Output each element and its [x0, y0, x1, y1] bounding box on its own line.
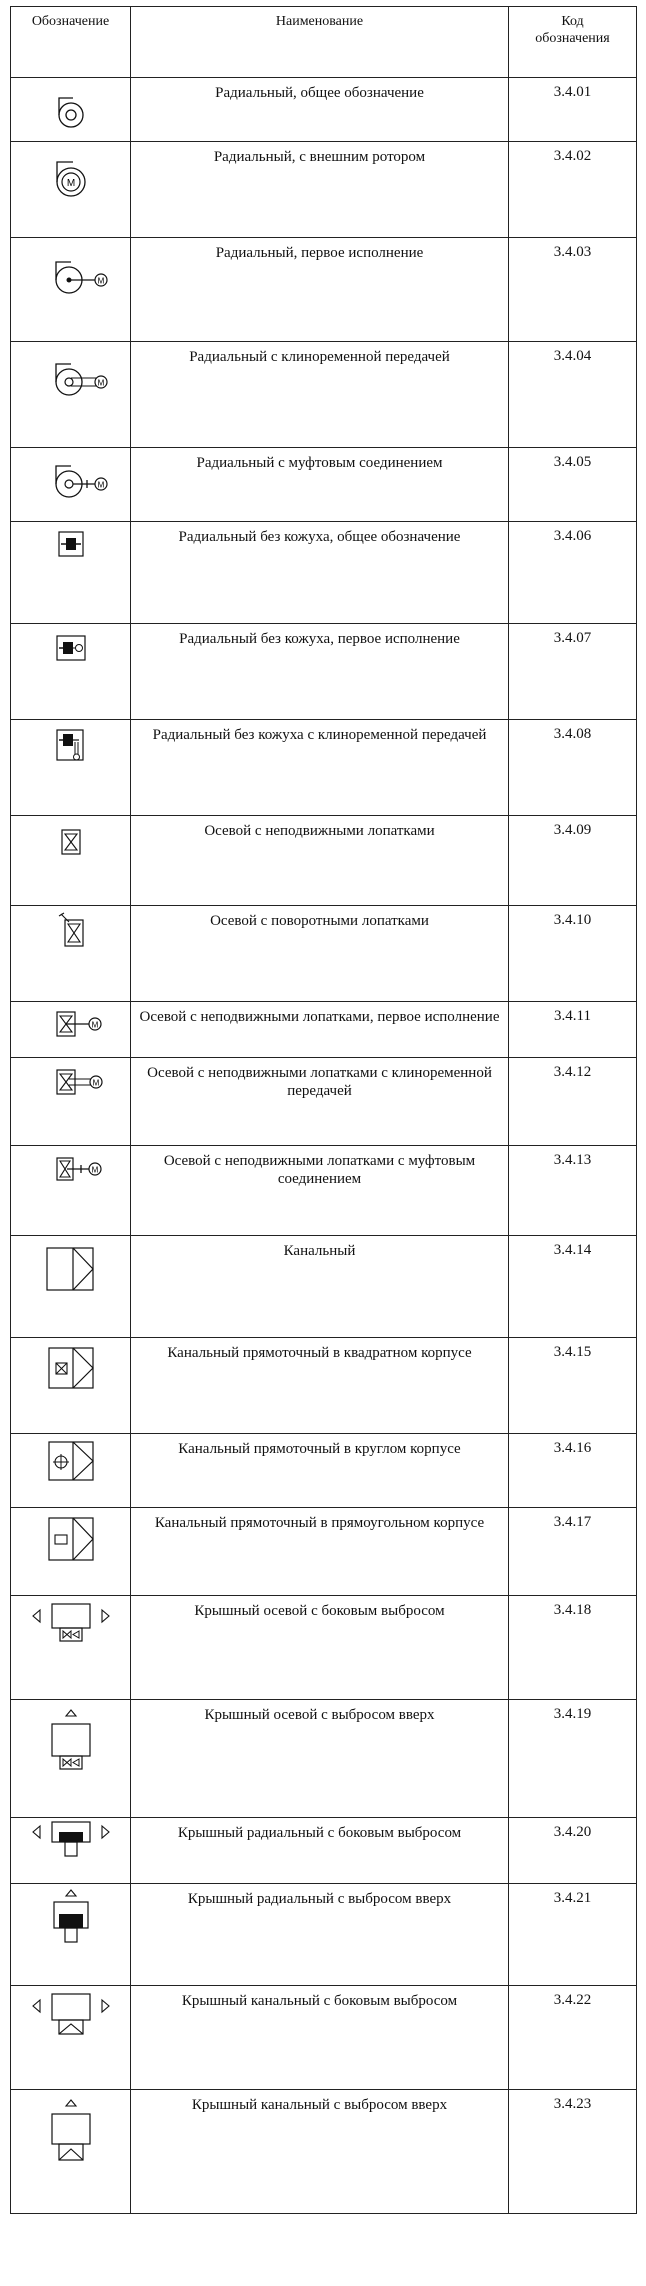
row-code: 3.4.16 — [509, 1434, 637, 1508]
motor-mark: М — [91, 1165, 99, 1175]
row-code: 3.4.06 — [509, 522, 637, 624]
roof-radial-up-icon — [11, 1884, 131, 1986]
row-code: 3.4.03 — [509, 238, 637, 342]
table-row — [11, 720, 637, 816]
table-row — [11, 1002, 637, 1058]
table-row — [11, 78, 637, 142]
motor-mark: М — [97, 276, 105, 286]
row-name: Радиальный без кожуха, первое исполнение — [131, 624, 509, 720]
motor-mark: М — [97, 378, 105, 388]
row-code: 3.4.05 — [509, 448, 637, 522]
row-name: Радиальный без кожуха с клиноременной передачей — [131, 720, 509, 816]
table-row — [11, 1236, 637, 1338]
duct-fan-square-icon — [11, 1338, 131, 1434]
table-row — [11, 1700, 637, 1818]
row-code: 3.4.19 — [509, 1700, 637, 1818]
row-name: Радиальный с клиноременной передачей — [131, 342, 509, 448]
row-code: 3.4.10 — [509, 906, 637, 1002]
radial-fan-no-casing-first-icon — [11, 624, 131, 720]
row-name: Радиальный без кожуха, общее обозначение — [131, 522, 509, 624]
duct-fan-icon — [11, 1236, 131, 1338]
row-code: 3.4.01 — [509, 78, 637, 142]
radial-fan-general-icon — [11, 78, 131, 142]
row-code: 3.4.17 — [509, 1508, 637, 1596]
motor-mark: М — [66, 178, 76, 189]
row-code: 3.4.23 — [509, 2090, 637, 2214]
table-row — [11, 1884, 637, 1986]
axial-fan-fixed-belt-icon — [11, 1058, 131, 1146]
table-header-row — [11, 7, 637, 78]
row-name: Крышный радиальный с выбросом вверх — [131, 1884, 509, 1986]
table-row — [11, 906, 637, 1002]
row-name: Радиальный, общее обозначение — [131, 78, 509, 142]
row-name: Крышный осевой с боковым выбросом — [131, 1596, 509, 1700]
row-name: Крышный канальный с выбросом вверх — [131, 2090, 509, 2214]
table-row — [11, 1338, 637, 1434]
symbols-table — [10, 6, 637, 2214]
table-row — [11, 816, 637, 906]
row-code: 3.4.04 — [509, 342, 637, 448]
roof-axial-up-icon — [11, 1700, 131, 1818]
row-code: 3.4.08 — [509, 720, 637, 816]
row-name: Радиальный, с внешним ротором — [131, 142, 509, 238]
roof-axial-side-icon — [11, 1596, 131, 1700]
table-row — [11, 1508, 637, 1596]
radial-fan-coupling-icon — [11, 448, 131, 522]
axial-fan-fixed-blades-icon — [11, 816, 131, 906]
row-code: 3.4.14 — [509, 1236, 637, 1338]
radial-fan-no-casing-belt-icon — [11, 720, 131, 816]
axial-fan-fixed-first-icon — [11, 1002, 131, 1058]
row-code: 3.4.09 — [509, 816, 637, 906]
roof-duct-side-icon — [11, 1986, 131, 2090]
duct-fan-rectangular-icon — [11, 1508, 131, 1596]
row-code: 3.4.11 — [509, 1002, 637, 1058]
row-code: 3.4.02 — [509, 142, 637, 238]
axial-fan-rotary-blades-icon — [11, 906, 131, 1002]
table-row — [11, 1818, 637, 1884]
row-name: Крышный канальный с боковым выбросом — [131, 1986, 509, 2090]
row-name: Крышный осевой с выбросом вверх — [131, 1700, 509, 1818]
row-name: Канальный прямоточный в круглом корпусе — [131, 1434, 509, 1508]
row-code: 3.4.21 — [509, 1884, 637, 1986]
table-row — [11, 1146, 637, 1236]
table-row — [11, 342, 637, 448]
table-row — [11, 142, 637, 238]
row-code: 3.4.07 — [509, 624, 637, 720]
table-row — [11, 448, 637, 522]
table-row — [11, 1434, 637, 1508]
table-row — [11, 1986, 637, 2090]
row-name: Крышный радиальный с боковым выбросом — [131, 1818, 509, 1884]
table-row — [11, 522, 637, 624]
row-code: 3.4.22 — [509, 1986, 637, 2090]
row-name: Канальный прямоточный в квадратном корпусе — [131, 1338, 509, 1434]
row-code: 3.4.15 — [509, 1338, 637, 1434]
roof-duct-up-icon — [11, 2090, 131, 2214]
row-name: Осевой с неподвижными лопатками, первое исполнение — [131, 1002, 509, 1058]
row-name: Радиальный, первое исполнение — [131, 238, 509, 342]
motor-mark: М — [91, 1020, 99, 1030]
table-row — [11, 624, 637, 720]
row-name: Осевой с неподвижными лопатками — [131, 816, 509, 906]
radial-fan-v-belt-icon — [11, 342, 131, 448]
motor-mark: М — [97, 480, 105, 490]
table-row — [11, 1596, 637, 1700]
axial-fan-fixed-coupling-icon — [11, 1146, 131, 1236]
header-code: Код обозначения — [509, 7, 637, 78]
row-code: 3.4.18 — [509, 1596, 637, 1700]
row-name: Радиальный с муфтовым соединением — [131, 448, 509, 522]
table-row — [11, 238, 637, 342]
radial-fan-no-casing-icon — [11, 522, 131, 624]
row-code: 3.4.13 — [509, 1146, 637, 1236]
row-name: Осевой с неподвижными лопатками с клиноременной передачей — [131, 1058, 509, 1146]
radial-fan-first-version-icon — [11, 238, 131, 342]
roof-radial-side-icon — [11, 1818, 131, 1884]
table-row — [11, 2090, 637, 2214]
radial-fan-external-rotor-icon — [11, 142, 131, 238]
row-name: Канальный — [131, 1236, 509, 1338]
duct-fan-round-icon — [11, 1434, 131, 1508]
row-name: Канальный прямоточный в прямоугольном корпусе — [131, 1508, 509, 1596]
row-name: Осевой с поворотными лопатками — [131, 906, 509, 1002]
table-row — [11, 1058, 637, 1146]
motor-mark: М — [92, 1078, 100, 1088]
row-name: Осевой с неподвижными лопатками с муфтовым соединением — [131, 1146, 509, 1236]
row-code: 3.4.20 — [509, 1818, 637, 1884]
row-code: 3.4.12 — [509, 1058, 637, 1146]
header-symbol: Обозначение — [11, 7, 131, 78]
header-name: Наименование — [131, 7, 509, 78]
